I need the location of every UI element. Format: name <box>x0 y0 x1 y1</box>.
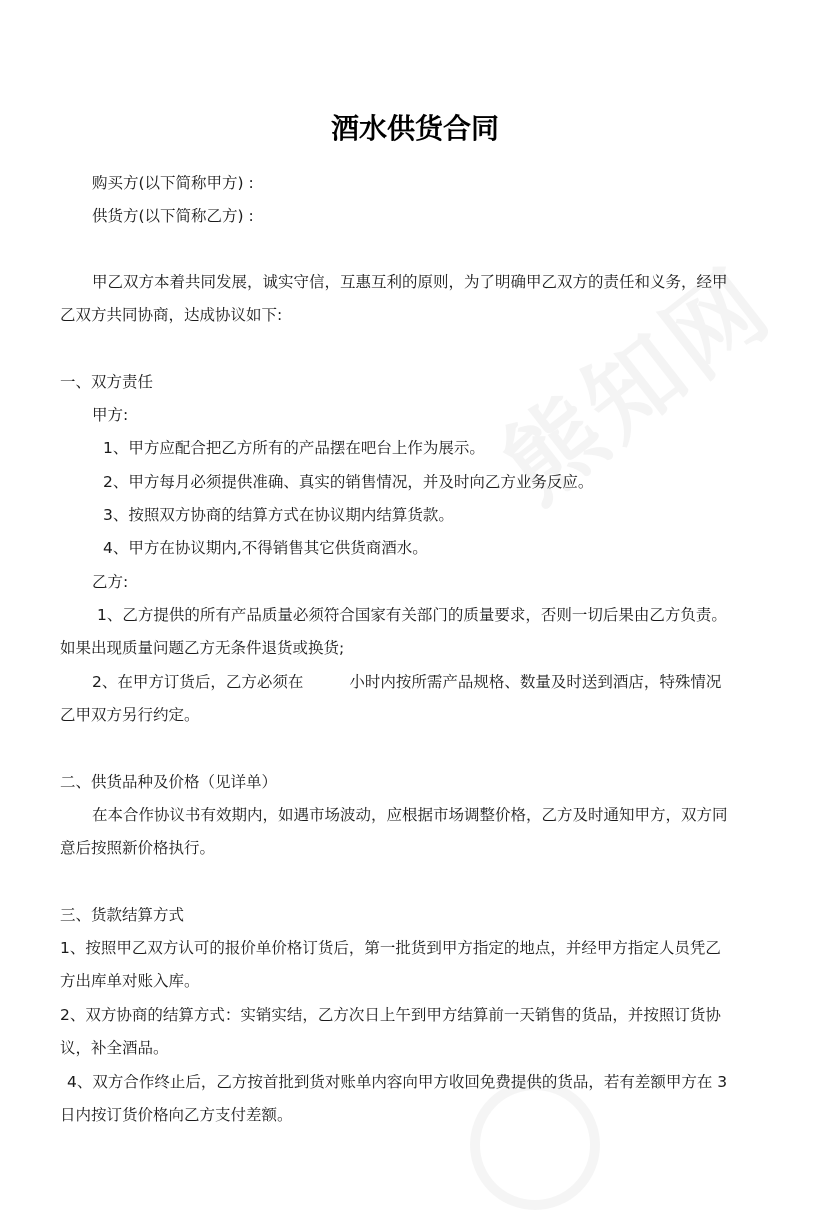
section-3-item-4-line-1: 4、双方合作终止后，乙方按首批到货对账单内容向甲方收回免费提供的货品，若有差额甲方在 3 <box>67 1073 728 1091</box>
section-3-heading: 三、货款结算方式 <box>60 906 185 924</box>
section-2-heading: 二、供货品种及价格（见详单） <box>60 773 278 791</box>
party-a-item-1: 1、甲方应配合把乙方所有的产品摆在吧台上作为展示。 <box>103 439 485 457</box>
party-a-item-4: 4、甲方在协议期内,不得销售其它供货商酒水。 <box>103 539 428 557</box>
party-b-item-2-line-2: 乙甲双方另行约定。 <box>60 706 200 724</box>
party-b-item-1-line-2: 如果出现质量问题乙方无条件退货或换货; <box>60 639 345 657</box>
supplier-party-line: 供货方(以下简称乙方) : <box>92 207 254 225</box>
party-b-item-1-line-1: 1、乙方提供的所有产品质量必须符合国家有关部门的质量要求，否则一切后果由乙方负责。 <box>97 606 727 624</box>
party-a-label: 甲方: <box>92 406 129 424</box>
section-3-item-1-line-1: 1、按照甲乙双方认可的报价单价格订货后，第一批货到甲方指定的地点，并经甲方指定人员凭乙 <box>60 939 721 957</box>
section-3-item-2-line-1: 2、双方协商的结算方式：实销实结，乙方次日上午到甲方结算前一天销售的货品，并按照订货协 <box>60 1006 721 1024</box>
party-b-item-2-part-2: 小时内按所需产品规格、数量及时送到酒店，特殊情况 <box>349 673 722 691</box>
intro-line-2: 乙双方共同协商，达成协议如下: <box>60 306 283 324</box>
watermark-logo-mark <box>470 1080 600 1210</box>
intro-line-1: 甲乙双方本着共同发展，诚实守信，互惠互利的原则，为了明确甲乙双方的责任和义务，经甲 <box>92 273 728 291</box>
party-b-item-2-line-1 <box>92 672 721 692</box>
section-3-item-1-line-2: 方出库单对账入库。 <box>60 972 200 990</box>
buyer-party-line: 购买方(以下简称甲方) : <box>92 174 254 192</box>
party-b-label: 乙方: <box>92 573 129 591</box>
section-1-heading: 一、双方责任 <box>60 373 154 391</box>
section-2-line-2: 意后按照新价格执行。 <box>60 839 216 857</box>
party-a-item-2: 2、甲方每月必须提供准确、真实的销售情况，并及时向乙方业务反应。 <box>103 473 594 491</box>
party-a-item-3: 3、按照双方协商的结算方式在协议期内结算货款。 <box>103 506 454 524</box>
section-3-item-4-line-2: 日内按订货价格向乙方支付差额。 <box>60 1106 293 1124</box>
section-3-item-2-line-2: 议，补全酒品。 <box>60 1039 169 1057</box>
document-title: 酒水供货合同 <box>330 112 499 145</box>
party-b-item-2-part-1: 2、在甲方订货后，乙方必须在 <box>92 673 304 691</box>
section-2-line-1: 在本合作协议书有效期内，如遇市场波动，应根据市场调整价格，乙方及时通知甲方，双方同 <box>92 806 728 824</box>
